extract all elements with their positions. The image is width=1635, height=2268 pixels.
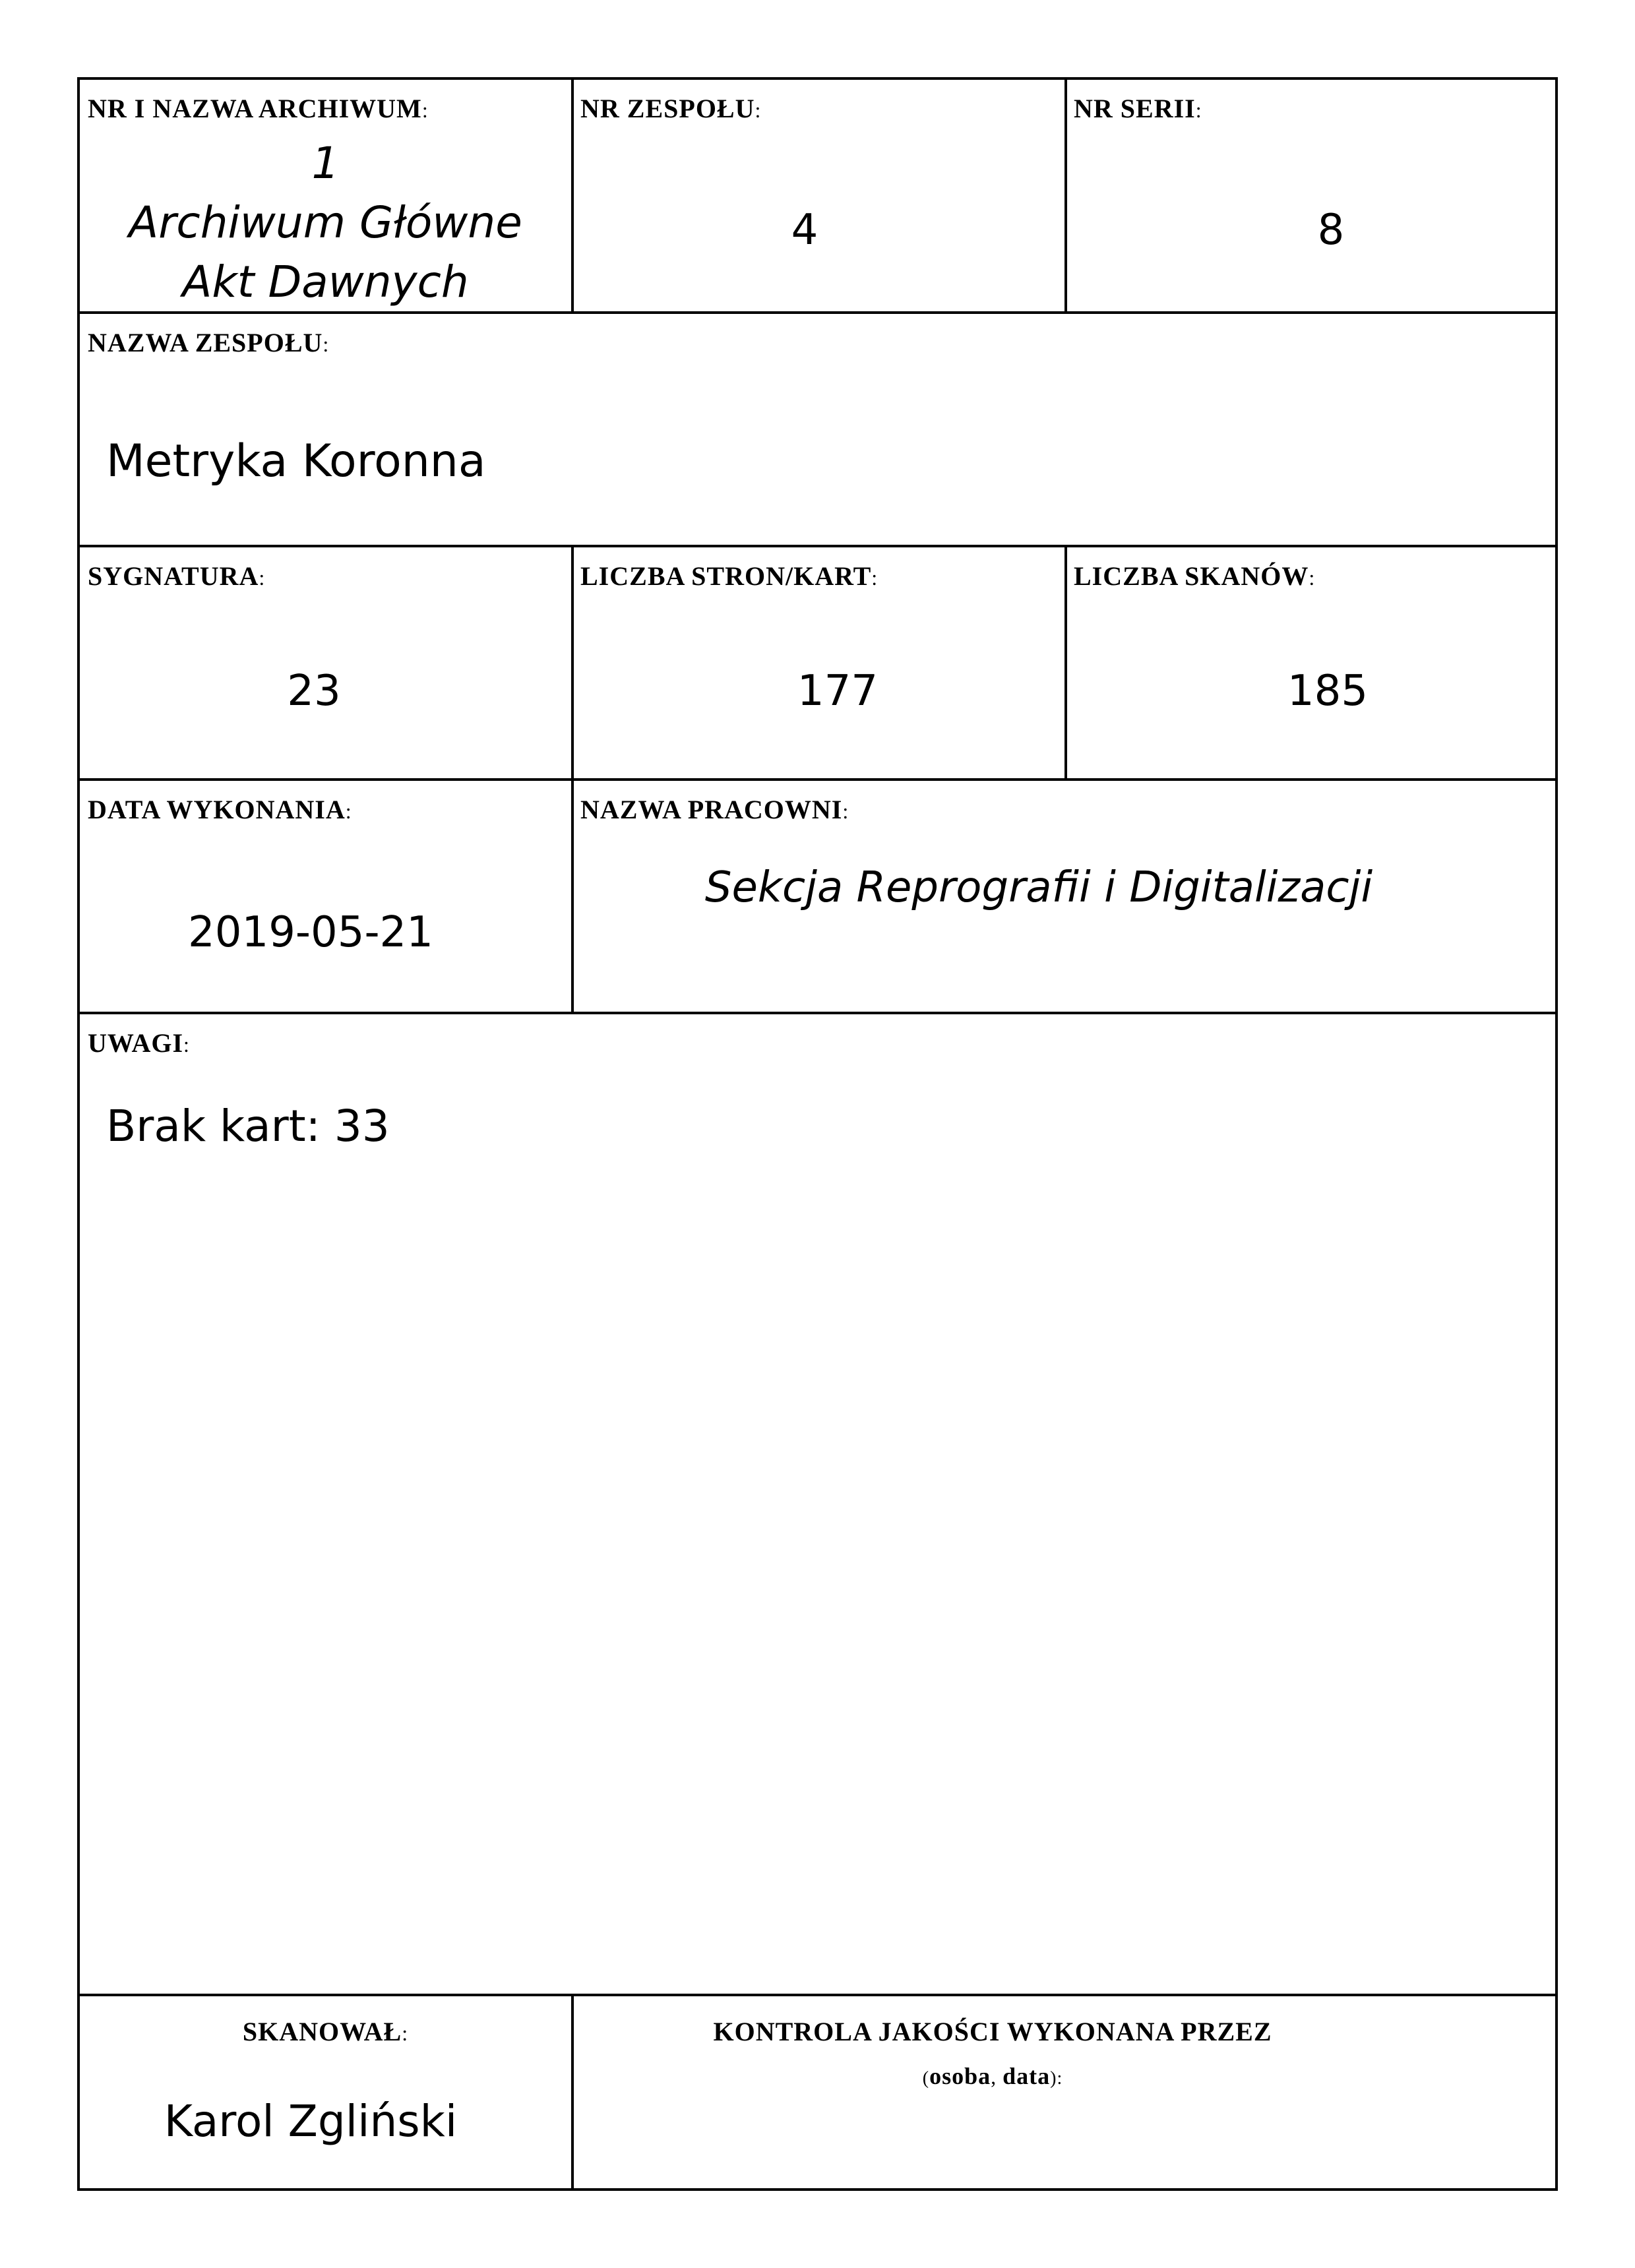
scans-label: LICZBA SKANÓW [1074,561,1309,591]
signature-value: 23 [287,667,341,716]
archive-metadata-form [77,77,1558,2191]
date-value: 2019-05-21 [188,908,433,957]
scanned-by-cell: SKANOWAŁ: Karol Zgliński [80,1996,571,2191]
remarks-value: Brak kart: 33 [106,1101,390,1151]
workshop-cell: NAZWA PRACOWNI: Sekcja Reprografii i Digitalizacji [574,781,1555,1012]
workshop-value: Sekcja Reprografii i Digitalizacji [704,863,1373,912]
scans-value: 185 [1287,667,1369,716]
series-number-cell: NR SERII: 8 [1067,80,1558,311]
date-label: DATA WYKONANIA [88,795,346,824]
archive-cell: NR I NAZWA ARCHIWUM: 1 Archiwum Główne Akt Dawnych [80,80,571,311]
archive-name-line2: Akt Dawnych [182,257,469,307]
archive-name-line1: Archiwum Główne [129,197,522,248]
remarks-cell: UWAGI: Brak kart: 33 [88,1028,390,1151]
quality-control-label: KONTROLA JAKOŚCI WYKONANA PRZEZ [713,2017,1272,2046]
scanned-by-label: SKANOWAŁ [242,2017,402,2046]
fonds-number-label: NR ZESPOŁU [580,94,755,123]
scanned-by-value: Karol Zgliński [164,2096,458,2147]
fonds-name-cell: NAZWA ZESPOŁU: Metryka Koronna [88,328,486,487]
pages-label: LICZBA STRON/KART [580,561,872,591]
quality-control-person: osoba [929,2063,991,2089]
remarks-label: UWAGI [88,1028,184,1058]
series-number-label: NR SERII [1074,94,1196,123]
fonds-number-cell: NR ZESPOŁU: 4 [574,80,1064,311]
fonds-name-label: NAZWA ZESPOŁU [88,328,323,357]
fonds-number-value: 4 [791,206,818,255]
date-cell: DATA WYKONANIA: 2019-05-21 [80,781,571,1012]
scans-cell: LICZBA SKANÓW: 185 [1067,547,1558,778]
pages-cell: LICZBA STRON/KART: 177 [574,547,1064,778]
fonds-name-value: Metryka Koronna [106,435,486,487]
quality-control-cell: KONTROLA JAKOŚCI WYKONANA PRZEZ (osoba, data): [574,1996,1555,2191]
signature-cell: SYGNATURA: 23 [80,547,571,778]
series-number-value: 8 [1317,206,1345,255]
signature-label: SYGNATURA [88,561,259,591]
archive-number: 1 [311,138,340,189]
workshop-label: NAZWA PRACOWNI [580,795,843,824]
pages-value: 177 [797,667,879,716]
archive-label: NR I NAZWA ARCHIWUM [88,94,422,123]
quality-control-date: data [1003,2063,1051,2089]
